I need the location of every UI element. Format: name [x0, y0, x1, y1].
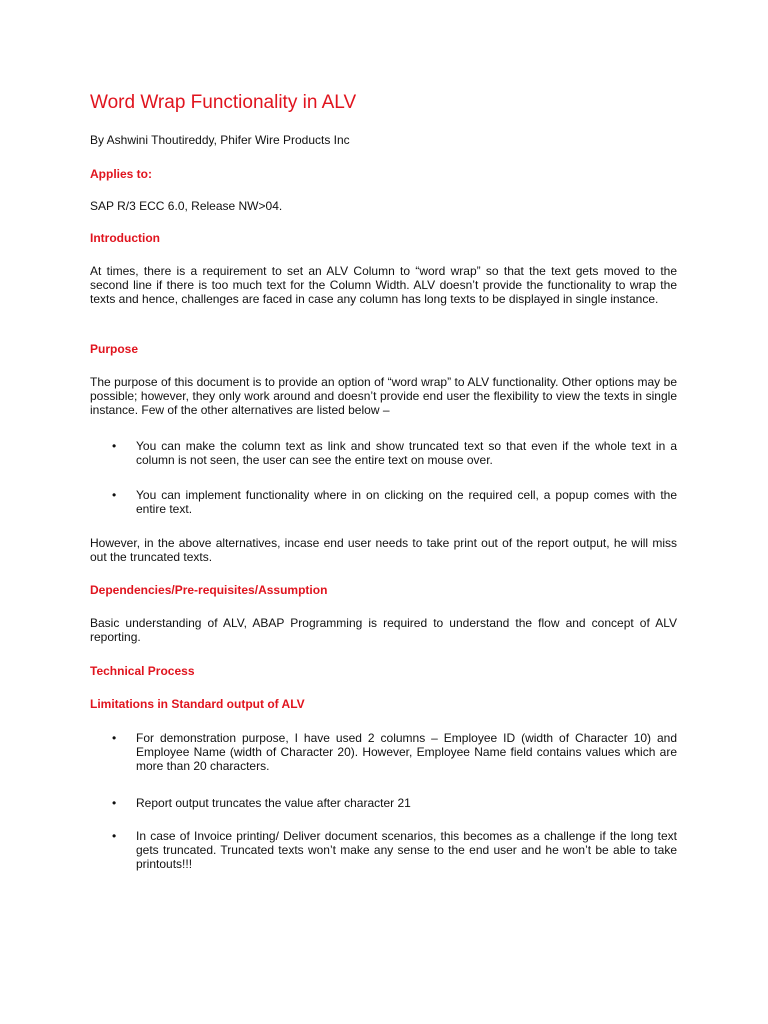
limitations-bullet-3: In case of Invoice printing/ Deliver document scenarios, this becomes as a challenge if the long text gets truncated. Truncated texts won’t make any sense to the end user and he won’t be able to take printouts!!!: [136, 829, 677, 871]
heading-dependencies: Dependencies/Pre-requisites/Assumption: [90, 583, 328, 597]
bullet-icon: •: [112, 829, 117, 843]
purpose-bullet-1: You can make the column text as link and show truncated text so that even if the whole text in a column is not seen, the user can see the entire text on mouse over.: [136, 439, 677, 467]
heading-introduction: Introduction: [90, 231, 160, 245]
applies-to-text: SAP R/3 ECC 6.0, Release NW>04.: [90, 199, 283, 213]
introduction-text: At times, there is a requirement to set an ALV Column to “word wrap” so that the text gets moved to the second line if there is too much text for the Column Width. ALV doesn’t provide the functionality to wrap the texts and hence, challenges are faced in case any column has long texts to be displayed in single instance.: [90, 264, 677, 306]
document-title: Word Wrap Functionality in ALV: [90, 92, 357, 113]
author-byline: By Ashwini Thoutireddy, Phifer Wire Products Inc: [90, 133, 350, 147]
bullet-icon: •: [112, 731, 117, 745]
purpose-text: The purpose of this document is to provide an option of “word wrap” to ALV functionality. Other options may be possible; however, they only work around and doesn’t provide end user the flexibility to view the texts in single instance. Few of the other alternatives are listed below –: [90, 375, 677, 417]
limitations-bullet-2: Report output truncates the value after character 21: [136, 796, 411, 810]
purpose-bullet-2: You can implement functionality where in on clicking on the required cell, a popup comes with the entire text.: [136, 488, 677, 516]
heading-limitations: Limitations in Standard output of ALV: [90, 697, 305, 711]
limitations-bullet-1: For demonstration purpose, I have used 2 columns – Employee ID (width of Character 10) and Employee Name (width of Character 20). However, Employee Name field contains values which are more than 20 characters.: [136, 731, 677, 773]
dependencies-text: Basic understanding of ALV, ABAP Programming is required to understand the flow and concept of ALV reporting.: [90, 616, 677, 644]
purpose-after-text: However, in the above alternatives, incase end user needs to take print out of the report output, he will miss out the truncated texts.: [90, 536, 677, 564]
heading-purpose: Purpose: [90, 342, 139, 356]
bullet-icon: •: [112, 488, 117, 502]
heading-technical-process: Technical Process: [90, 664, 195, 678]
bullet-icon: •: [112, 439, 117, 453]
bullet-icon: •: [112, 796, 117, 810]
heading-applies-to: Applies to:: [90, 167, 152, 181]
